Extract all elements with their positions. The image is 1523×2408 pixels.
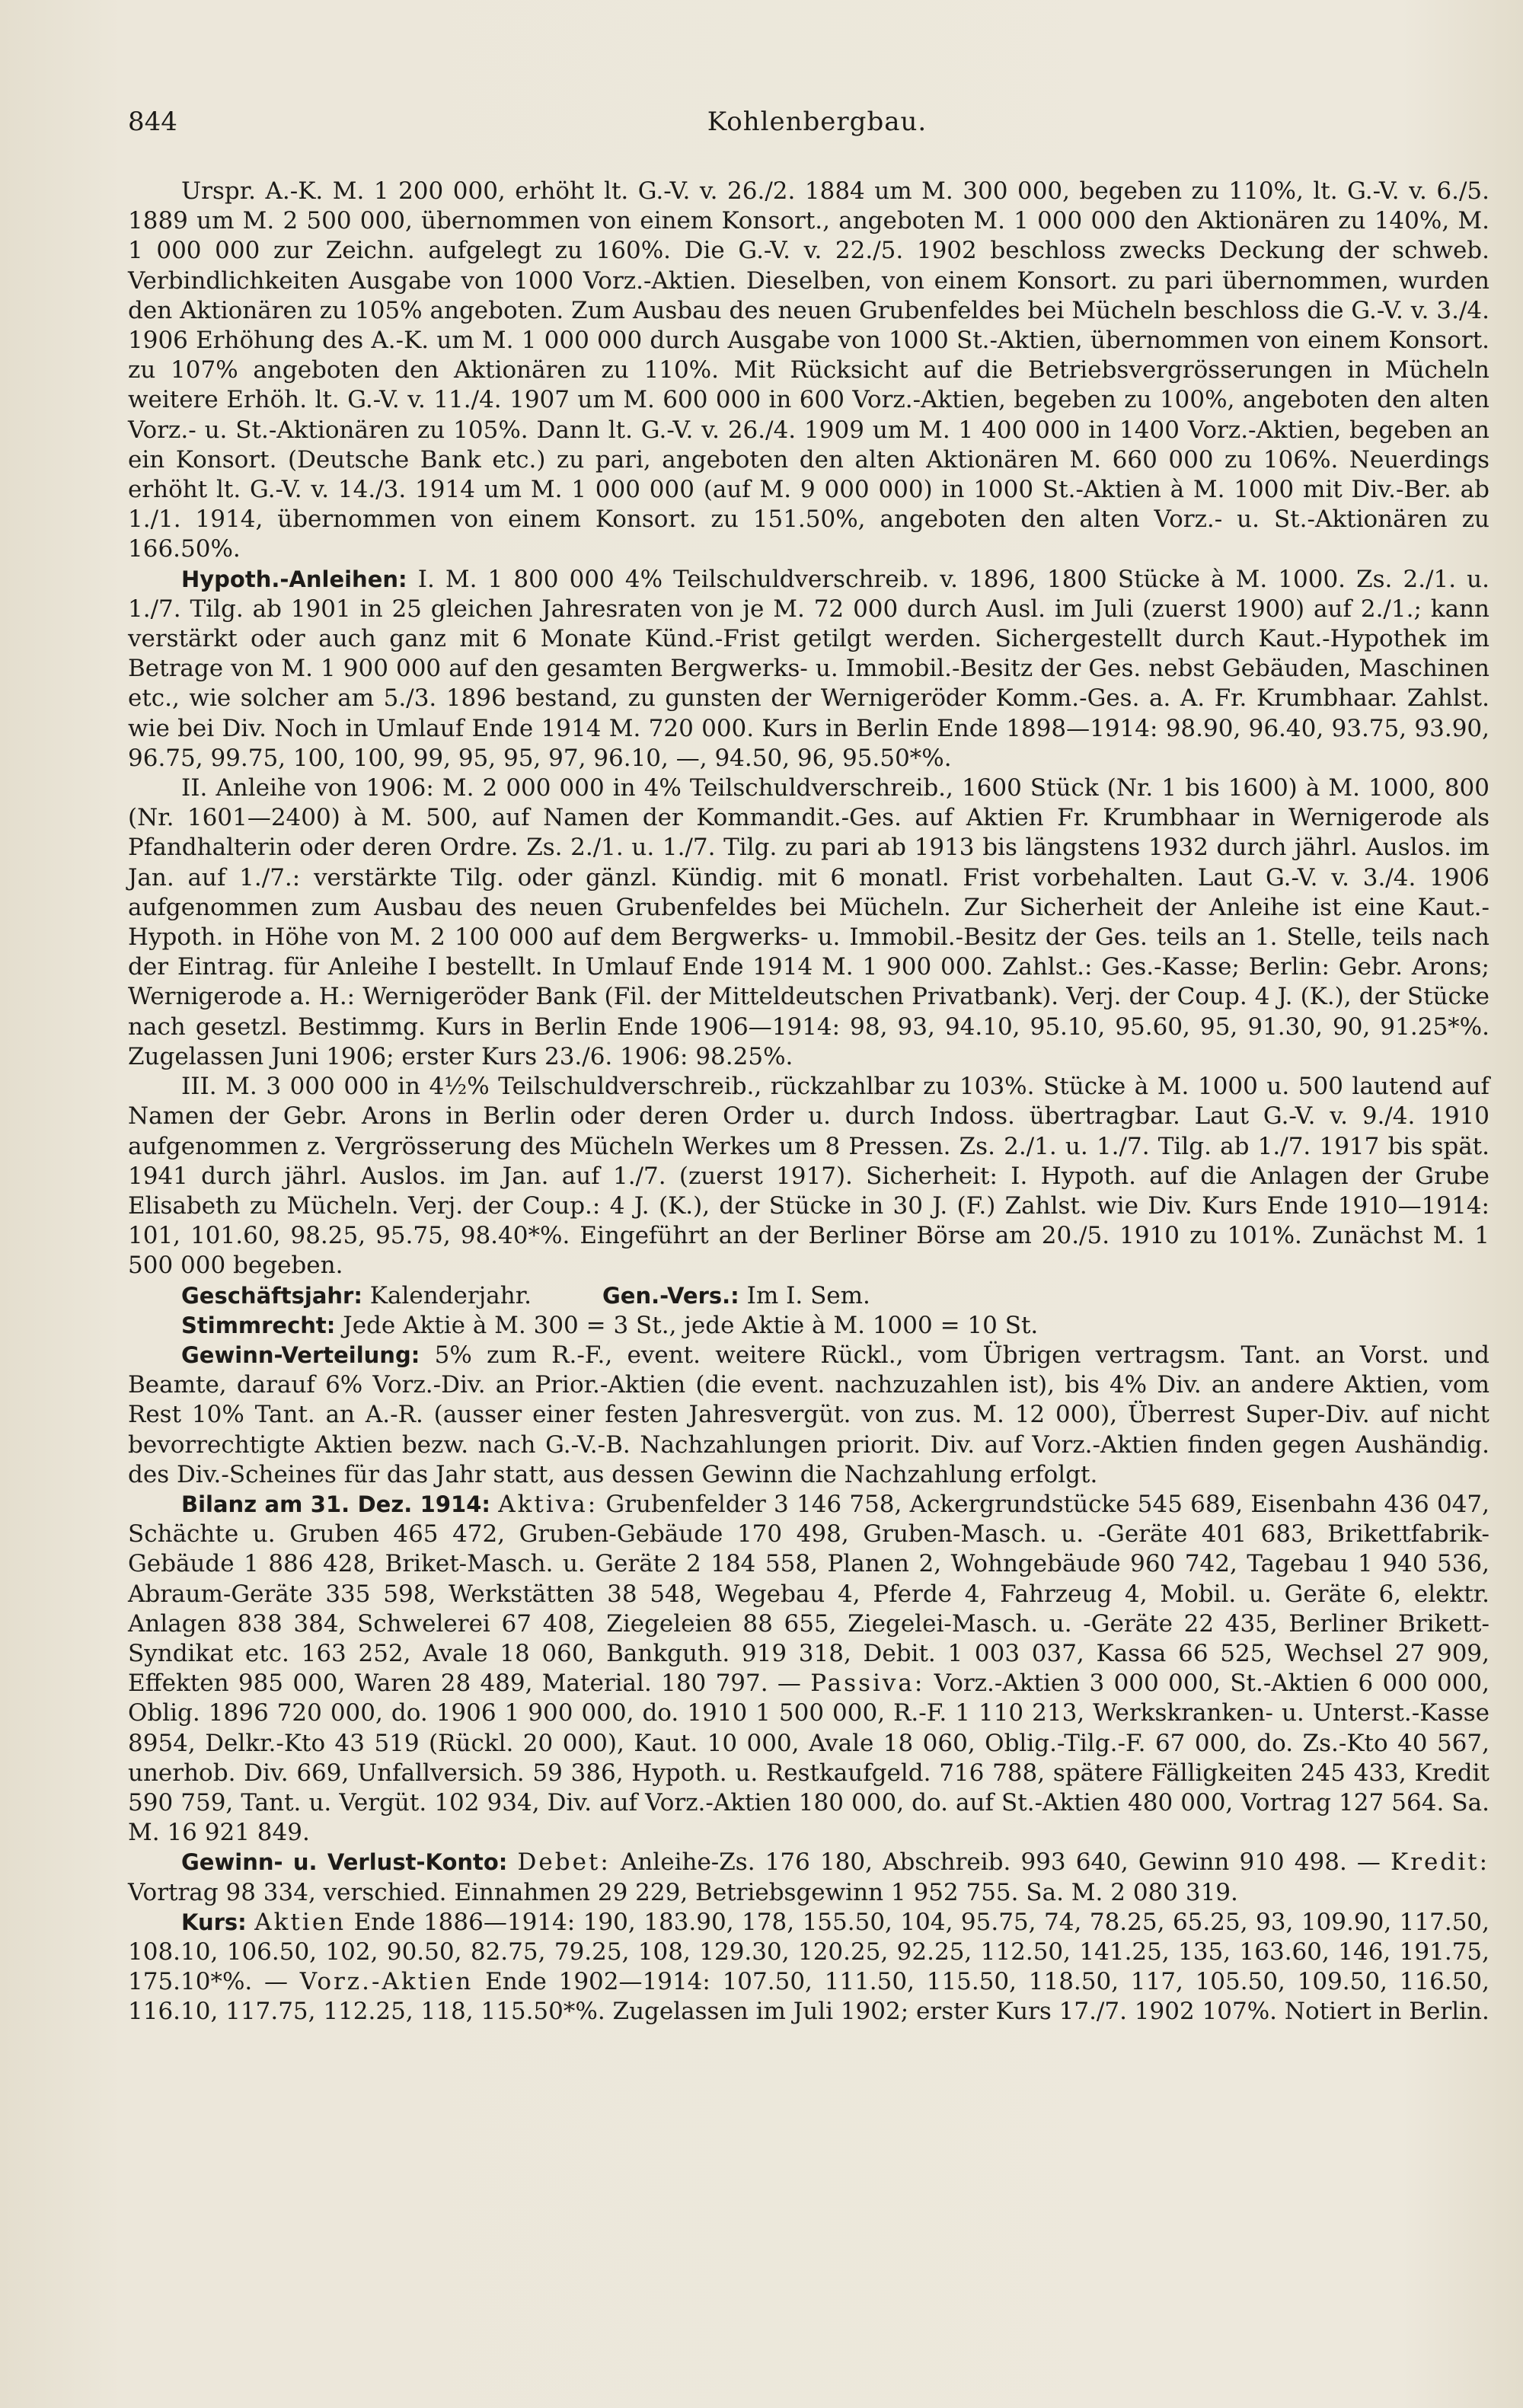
section-heading: Stimmrecht:	[181, 1312, 336, 1338]
paragraph-hypoth-2: II. Anleihe von 1906: M. 2 000 000 in 4% Teilschuldverschreib., 1600 Stück (Nr. 1 bis 1600) à M. 1000, 800 (Nr. 1601—2400) à M. 500, auf Namen der Kommandit.-Ges. auf Aktien Fr. Krumbhaar in Wernigerode als Pfandhalterin oder deren Ordre. Zs. 2./1. u. 1./7. Tilg. zu pari ab 1913 bis längstens 1932 durch jährl. Auslos. im Jan. auf 1./7.: verstärkte Tilg. oder gänzl. Kündig. mit 6 monatl. Frist vorbehalten. Laut G.-V. v. 3./4. 1906 aufgenommen zum Ausbau des neuen Grubenfeldes bei Mücheln. Zur Sicherheit der Anleihe ist eine Kaut.-Hypoth. in Höhe von M. 2 100 000 auf dem Bergwerks- u. Immobil.-Besitz der Ges. teils an 1. Stelle, teils nach der Eintrag. für Anleihe I bestellt. In Umlauf Ende 1914 M. 1 900 000. Zahlst.: Ges.-Kasse; Berlin: Gebr. Arons; Wernigerode a. H.: Wernigeröder Bank (Fil. der Mitteldeutschen Privatbank). Verj. der Coup. 4 J. (K.), der Stücke nach gesetzl. Bestimmg. Kurs in Berlin Ende 1906—1914: 98, 93, 94.10, 95.10, 95.60, 95, 91.30, 90, 91.25*%. Zugelassen Juni 1906; erster Kurs 23./6. 1906: 98.25%.	[128, 774, 1489, 1070]
section-heading: Gewinn- u. Verlust-Konto:	[181, 1849, 508, 1876]
paragraph-stimmrecht: Stimmrecht: Jede Aktie à M. 300 = 3 St., jede Aktie à M. 1000 = 10 St.	[181, 1311, 1039, 1339]
page-header	[128, 107, 1506, 145]
section-heading: Bilanz am 31. Dez. 1914:	[181, 1491, 490, 1517]
section-heading: Hypoth.-Anleihen:	[181, 566, 407, 592]
page-number: 844	[128, 107, 177, 137]
paragraph-urspr: Urspr. A.-K. M. 1 200 000, erhöht lt. G.-V. v. 26./2. 1884 um M. 300 000, begeben zu 110%, lt. G.-V. v. 6./5. 1889 um M. 2 500 000, übernommen von einem Konsort., angeboten M. 1 000 000 den Aktionären zu 140%, M. 1 000 000 zur Zeichn. aufgelegt zu 160%. Die G.-V. v. 22./5. 1902 beschloss zwecks Deckung der schweb. Verbindlichkeiten Ausgabe von 1000 Vorz.-Aktien. Dieselben, von einem Konsort. zu pari übernommen, wurden den Aktionären zu 105% angeboten. Zum Ausbau des neuen Grubenfeldes bei Mücheln beschloss die G.-V. v. 3./4. 1906 Erhöhung des A.-K. um M. 1 000 000 durch Ausgabe von 1000 St.-Aktien, übernommen von einem Konsort. zu 107% angeboten den Aktionären zu 110%. Mit Rücksicht auf die Betriebsvergrösserungen in Mücheln weitere Erhöh. lt. G.-V. v. 11./4. 1907 um M. 600 000 in 600 Vorz.-Aktien, begeben zu 100%, angeboten den alten Vorz.- u. St.-Aktionären zu 105%. Dann lt. G.-V. v. 26./4. 1909 um M. 1 400 000 in 1400 Vorz.-Aktien, begeben an ein Konsort. (Deutsche Bank etc.) zu pari, angeboten den alten Aktionären M. 660 000 zu 106%. Neuerdings erhöht lt. G.-V. v. 14./3. 1914 um M. 1 000 000 (auf M. 9 000 000) in 1000 St.-Aktien à M. 1000 mit Div.-Ber. ab 1./1. 1914, übernommen von einem Konsort. zu 151.50%, angeboten den alten Vorz.- u. St.-Aktionären zu 166.50%.	[128, 177, 1489, 563]
paragraph-gewinn-verlust: Gewinn- u. Verlust-Konto: Debet: Anleihe-Zs. 176 180, Abschreib. 993 640, Gewinn 910 498. — Kredit: Vortrag 98 334, verschied. Einnahmen 29 229, Betriebsgewinn 1 952 755. Sa. M. 2 080 319.	[128, 1848, 1490, 1906]
paragraph-geschaeftsjahr: Geschäftsjahr: Kalenderjahr. Gen.-Vers.: Im I. Sem.	[181, 1281, 870, 1309]
body-text	[128, 177, 1489, 2027]
section-heading: Gen.-Vers.:	[602, 1282, 739, 1309]
paragraph-kurs: Kurs: Aktien Ende 1886—1914: 190, 183.90, 178, 155.50, 104, 95.75, 74, 78.25, 65.25, 93, 109.90, 117.50, 108.10, 106.50, 102, 90.50, 82.75, 79.25, 108, 129.30, 120.25, 92.25, 112.50, 141.25, 135, 163.60, 146, 191.75, 175.10*%. — Vorz.-Aktien Ende 1902—1914: 107.50, 111.50, 115.50, 118.50, 117, 105.50, 109.50, 116.50, 116.10, 117.75, 112.25, 118, 115.50*%. Zugelassen im Juli 1902; erster Kurs 17./7. 1902 107%. Notiert in Berlin.	[128, 1908, 1490, 2026]
running-title: Kohlenbergbau.	[707, 107, 928, 137]
paragraph-bilanz: Bilanz am 31. Dez. 1914: Aktiva: Grubenfelder 3 146 758, Ackergrundstücke 545 689, Eisenbahn 436 047, Schächte u. Gruben 465 472, Gruben-Gebäude 170 498, Gruben-Masch. u. -Geräte 401 683, Brikettfabrik-Gebäude 1 886 428, Briket-Masch. u. Geräte 2 184 558, Planen 2, Wohngebäude 960 742, Tagebau 1 940 536, Abraum-Geräte 335 598, Werkstätten 38 548, Wegebau 4, Pferde 4, Fahrzeug 4, Mobil. u. Geräte 6, elektr. Anlagen 838 384, Schwelerei 67 408, Ziegeleien 88 655, Ziegelei-Masch. u. -Geräte 22 435, Berliner Brikett-Syndikat etc. 163 252, Avale 18 060, Bankguth. 919 318, Debit. 1 003 037, Kassa 66 525, Wechsel 27 909, Effekten 985 000, Waren 28 489, Material. 180 797. — Passiva: Vorz.-Aktien 3 000 000, St.-Aktien 6 000 000, Oblig. 1896 720 000, do. 1906 1 900 000, do. 1910 1 500 000, R.-F. 1 110 213, Werkskranken- u. Unterst.-Kasse 8954, Delkr.-Kto 43 519 (Rückl. 20 000), Kaut. 10 000, Avale 18 060, Oblig.-Tilg.-F. 67 000, do. Zs.-Kto 40 567, unerhob. Div. 669, Unfallversich. 59 386, Hypoth. u. Restkaufgeld. 716 788, spätere Fälligkeiten 245 433, Kredit 590 759, Tant. u. Vergüt. 102 934, Div. auf Vorz.-Aktien 180 000, do. auf St.-Aktien 480 000, Vortrag 127 564. Sa. M. 16 921 849.	[128, 1490, 1490, 1847]
paragraph-gewinn-verteilung: Gewinn-Verteilung: 5% zum R.-F., event. weitere Rückl., vom Übrigen vertragsm. Tant. an Vorst. und Beamte, darauf 6% Vorz.-Div. an Prior.-Aktien (die event. nachzuzahlen ist), bis 4% Div. an andere Aktien, vom Rest 10% Tant. an A.-R. (ausser einer festen Jahresvergüt. von zus. M. 12 000), Überrest Super-Div. auf nicht bevorrechtigte Aktien bezw. nach G.-V.-B. Nachzahlungen priorit. Div. auf Vorz.-Aktien finden gegen Aushändig. des Div.-Scheines für das Jahr statt, aus dessen Gewinn die Nachzahlung erfolgt.	[128, 1341, 1489, 1488]
section-heading: Kurs:	[181, 1909, 247, 1935]
paragraph-hypoth-1: Hypoth.-Anleihen: I. M. 1 800 000 4% Teilschuldverschreib. v. 1896, 1800 Stücke à M. 1000. Zs. 2./1. u. 1./7. Tilg. ab 1901 in 25 gleichen Jahresraten von je M. 72 000 durch Ausl. im Juli (zuerst 1900) auf 2./1.; kann verstärkt oder auch ganz mit 6 Monate Künd.-Frist getilgt werden. Sichergestellt durch Kaut.-Hypothek im Betrage von M. 1 900 000 auf den gesamten Bergwerks- u. Immobil.-Besitz der Ges. nebst Gebäuden, Maschinen etc., wie solcher am 5./3. 1896 bestand, zu gunsten der Wernigeröder Komm.-Ges. a. A. Fr. Krumbhaar. Zahlst. wie bei Div. Noch in Umlauf Ende 1914 M. 720 000. Kurs in Berlin Ende 1898—1914: 98.90, 96.40, 93.75, 93.90, 96.75, 99.75, 100, 100, 99, 95, 95, 97, 96.10, —, 94.50, 96, 95.50*%.	[128, 565, 1489, 772]
paragraph-hypoth-3: III. M. 3 000 000 in 4½% Teilschuldverschreib., rückzahlbar zu 103%. Stücke à M. 1000 u. 500 lautend auf Namen der Gebr. Arons in Berlin oder deren Order u. durch Indoss. übertragbar. Laut G.-V. v. 9./4. 1910 aufgenommen z. Vergrösserung des Mücheln Werkes um 8 Pressen. Zs. 2./1. u. 1./7. Tilg. ab 1./7. 1917 bis spät. 1941 durch jährl. Auslos. im Jan. auf 1./7. (zuerst 1917). Sicherheit: I. Hypoth. auf die Anlagen der Grube Elisabeth zu Mücheln. Verj. der Coup.: 4 J. (K.), der Stücke in 30 J. (F.) Zahlst. wie Div. Kurs Ende 1910—1914: 101, 101.60, 98.25, 95.75, 98.40*%. Eingeführt an der Berliner Börse am 20./5. 1910 zu 101%. Zunächst M. 1 500 000 begeben.	[128, 1073, 1489, 1280]
section-heading: Gewinn-Verteilung:	[181, 1341, 420, 1368]
section-heading: Geschäftsjahr:	[181, 1282, 362, 1309]
